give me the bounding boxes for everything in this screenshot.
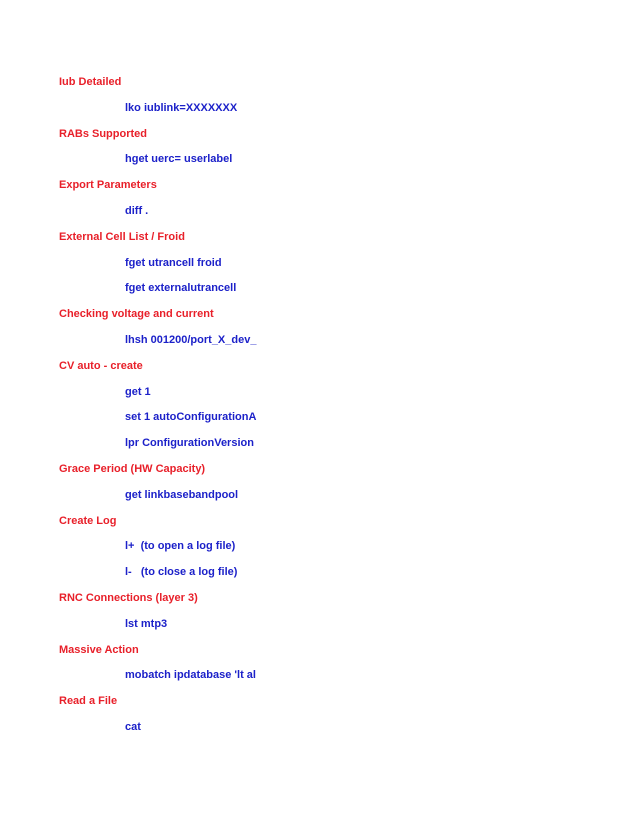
command-reference-list	[0, 74, 638, 745]
section-heading: External Cell List / Froid	[59, 230, 185, 243]
section-heading: Checking voltage and current	[59, 308, 214, 321]
command-line: get linkbasebandpool	[125, 488, 239, 501]
section-heading: CV auto - create	[59, 359, 143, 372]
command-line: l- (to close a log file)	[125, 566, 238, 579]
command-line: l+ (to open a log file)	[125, 540, 236, 553]
command-line: fget externalutrancell	[125, 282, 237, 295]
section-heading: RNC Connections (layer 3)	[59, 591, 198, 604]
command-line: hget uerc= userlabel	[125, 153, 233, 166]
command-line: cat	[125, 720, 141, 733]
command-line: lst mtp3	[125, 617, 168, 630]
command-line: get 1	[125, 385, 151, 398]
command-line: diff .	[125, 204, 149, 217]
command-line: mobatch ipdatabase 'lt al	[125, 669, 256, 682]
section-heading: Massive Action	[59, 643, 139, 656]
section-heading: Grace Period (HW Capacity)	[59, 462, 206, 475]
command-line: lhsh 001200/port_X_dev_	[125, 333, 257, 346]
command-line: set 1 autoConfigurationA	[125, 411, 257, 424]
command-line: lko iublink=XXXXXXX	[125, 101, 238, 114]
section-heading: Read a File	[59, 695, 118, 708]
section-heading: Create Log	[59, 514, 117, 527]
section-heading: Iub Detailed	[59, 76, 122, 88]
command-line: lpr ConfigurationVersion	[125, 437, 254, 450]
section-heading: Export Parameters	[59, 179, 157, 192]
section-heading: RABs Supported	[59, 127, 147, 140]
command-line: fget utrancell froid	[125, 256, 222, 269]
